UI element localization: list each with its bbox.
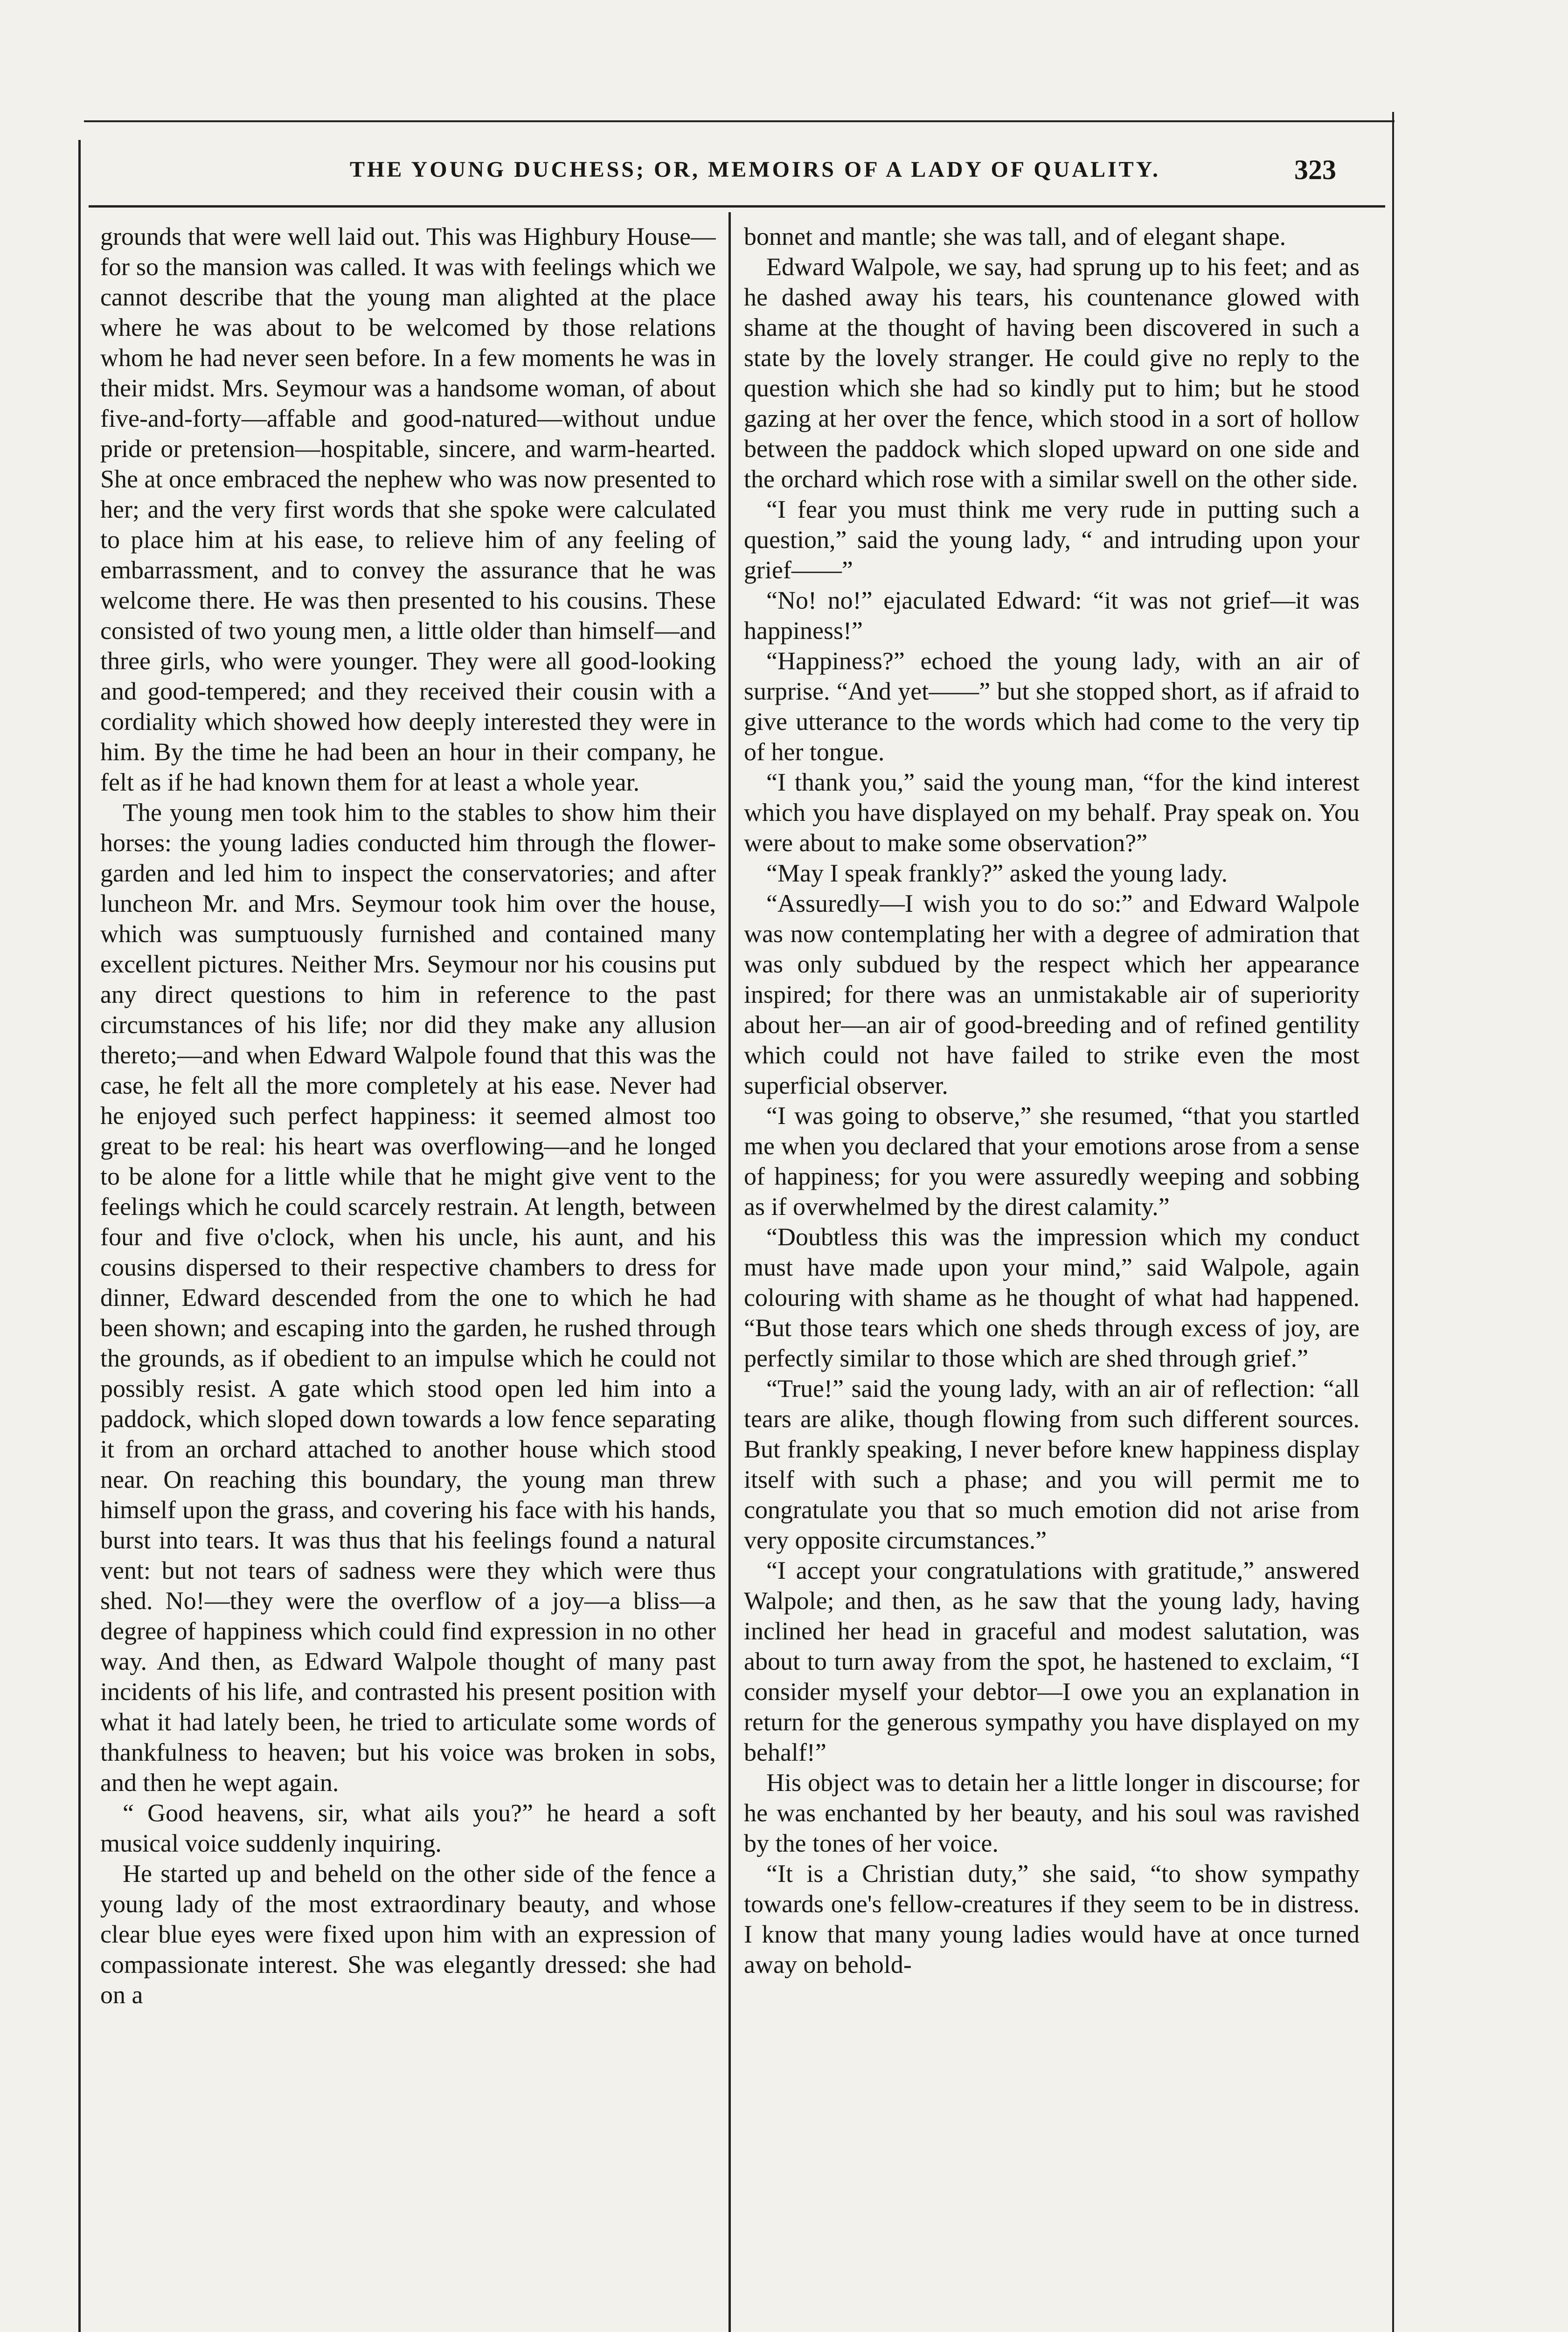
paragraph: “No! no!” ejaculated Edward: “it was not grief—it was happiness!” bbox=[744, 586, 1360, 645]
paragraph: “Happiness?” echoed the young lady, with an air of surprise. “And yet——” but she stopped short, as if afraid to give utterance to the words which had come to the very tip of her tongue. bbox=[744, 647, 1360, 766]
paragraph: “I fear you must think me very rude in putting such a question,” said the young lady, “ and intruding upon your grief——” bbox=[744, 495, 1360, 584]
running-title: THE YOUNG DUCHESS; OR, MEMOIRS OF A LADY OF QUALITY. bbox=[350, 157, 1160, 182]
paragraph: “True!” said the young lady, with an air of reflection: “all tears are alike, though flowing from such different sources. But frankly speaking, I never before knew happiness display itself with such a phase; and you will permit me to congratulate you that so much emotion did not arise from very opposite circumstances.” bbox=[744, 1374, 1360, 1554]
page-number: 323 bbox=[1294, 154, 1336, 185]
paragraph: “ Good heavens, sir, what ails you?” he heard a soft musical voice suddenly inquiring. bbox=[100, 1799, 716, 1857]
right-border-rule bbox=[1392, 112, 1394, 2332]
paragraph: “Doubtless this was the impression which my conduct must have made upon your mind,” said Walpole, again colouring with shame as he thought of what had happened. “But those tears which one sheds through excess of joy, are perfectly similar to those which are shed through grief.” bbox=[744, 1223, 1360, 1372]
paragraph: Edward Walpole, we say, had sprung up to his feet; and as he dashed away his tears, his countenance glowed with shame at the thought of having been discovered in such a state by the lovely stranger. He could give no reply to the question which she had so kindly put to him; but he stood gazing at her over the fence, which stood in a sort of hollow between the paddock which sloped upward on one side and the orchard which rose with a similar swell on the other side. bbox=[744, 253, 1360, 493]
left-border-rule bbox=[78, 140, 81, 2332]
top-border-rule bbox=[84, 120, 1395, 122]
header-rule bbox=[89, 205, 1385, 208]
paragraph: “May I speak frankly?” asked the young lady. bbox=[766, 859, 1228, 887]
running-header bbox=[89, 154, 1385, 205]
paragraph: His object was to detain her a little longer in discourse; for he was enchanted by her beauty, and his soul was ravished by the tones of her voice. bbox=[744, 1769, 1360, 1857]
paragraph: grounds that were well laid out. This was Highbury House—for so the mansion was called. It was with feelings which we cannot describe that the young man alighted at the place where he was about to be welcomed by those relations whom he had never seen before. In a few moments he was in their midst. Mrs. Seymour was a handsome woman, of about five-and-forty—affable and good-natured—without undue pride or pretension—hospitable, sincere, and warm-hearted. She at once embraced the nephew who was now presented to her; and the very first words that she spoke were calculated to place him at his ease, to relieve him of any feeling of embarrassment, and to convey the assurance that he was welcome there. He was then presented to his cousins. These consisted of two young men, a little older than himself—and three girls, who were younger. They were all good-looking and good-tempered; and they received their cousin with a cordiality which showed how deeply interested they were in him. By the time he had been an hour in their company, he felt as if he had known them for at least a whole year. bbox=[100, 222, 716, 796]
paragraph: “I thank you,” said the young man, “for the kind interest which you have displayed on my behalf. Pray speak on. You were about to make some observation?” bbox=[744, 768, 1360, 857]
column-divider bbox=[728, 212, 731, 2332]
left-text-column bbox=[100, 222, 716, 2306]
paragraph: “I was going to observe,” she resumed, “that you startled me when you declared that your emotions arose from a sense of happiness; for you were assuredly weeping and sobbing as if overwhelmed by the direst calamity.” bbox=[744, 1102, 1360, 1221]
right-text-column bbox=[744, 222, 1360, 2306]
paragraph: “Assuredly—I wish you to do so:” and Edward Walpole was now contemplating her with a degree of admiration that was only subdued by the respect which her appearance inspired; for there was an unmistakable air of superiority about her—an air of good-breeding and of refined gentility which could not have failed to strike even the most superficial observer. bbox=[744, 889, 1360, 1099]
paragraph: bonnet and mantle; she was tall, and of elegant shape. bbox=[744, 222, 1286, 250]
paragraph: He started up and beheld on the other side of the fence a young lady of the most extraordinary beauty, and whose clear blue eyes were fixed upon him with an expression of compassionate interest. She was elegantly dressed: she had on a bbox=[100, 1860, 716, 2009]
paragraph: “I accept your congratulations with gratitude,” answered Walpole; and then, as he saw that the young lady, having inclined her head in graceful and modest salutation, was about to turn away from the spot, he hastened to exclaim, “I consider myself your debtor—I owe you an explanation in return for the generous sympathy you have displayed on my behalf!” bbox=[744, 1556, 1360, 1766]
paragraph: The young men took him to the stables to show him their horses: the young ladies conducted him through the flower-garden and led him to inspect the conservatories; and after luncheon Mr. and Mrs. Seymour took him over the house, which was sumptuously furnished and contained many excellent pictures. Neither Mrs. Seymour nor his cousins put any direct questions to him in reference to the past circumstances of his life; nor did they make any allusion thereto;—and when Edward Walpole found that this was the case, he felt all the more completely at his ease. Never had he enjoyed such perfect happiness: it seemed almost too great to be real: his heart was overflowing—and he longed to be alone for a little while that he might give vent to the feelings which he could scarcely restrain. At length, between four and five o'clock, when his uncle, his aunt, and his cousins dispersed to their respective chambers to dress for dinner, Edward descended from the one to which he had been shown; and escaping into the garden, he rushed through the grounds, as if obedient to an impulse which he could not possibly resist. A gate which stood open led him into a paddock, which sloped down towards a low fence separating it from an orchard attached to another house which stood near. On reaching this boundary, the young man threw himself upon the grass, and covering his face with his hands, burst into tears. It was thus that his feelings found a natural vent: but not tears of sadness were they which were thus shed. No!—they were the overflow of a joy—a bliss—a degree of happiness which could find expression in no other way. And then, as Edward Walpole thought of many past incidents of his life, and contrasted his present position with what it had lately been, he tried to articulate some words of thankfulness to heaven; but his voice was broken in sobs, and then he wept again. bbox=[100, 798, 716, 1797]
paragraph: “It is a Christian duty,” she said, “to show sympathy towards one's fellow-creatures if they seem to be in distress. I know that many young ladies would have at once turned away on behold- bbox=[744, 1860, 1360, 1978]
